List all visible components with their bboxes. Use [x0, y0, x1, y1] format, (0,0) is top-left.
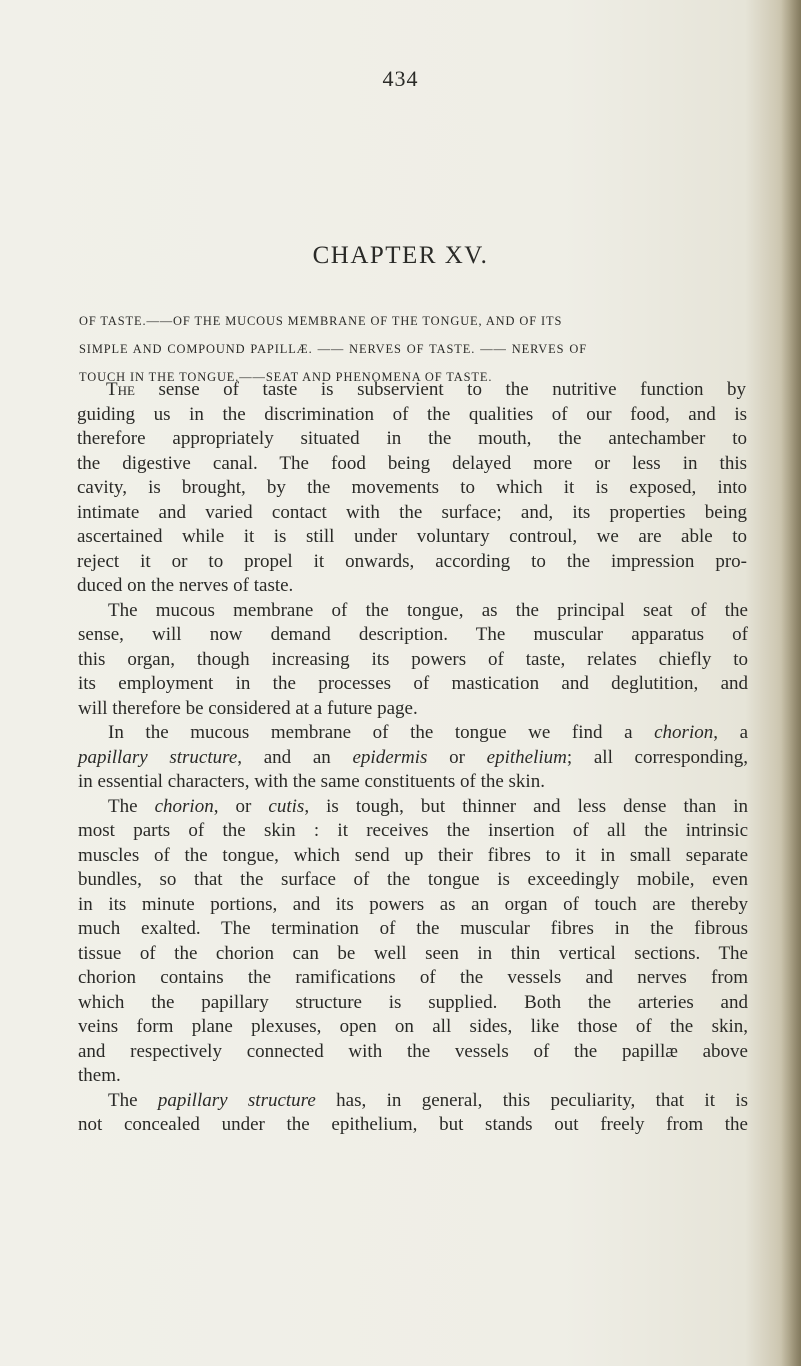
text-line: and respectively connected with the vessels of the papillæ above	[78, 1040, 748, 1062]
text-line: therefore appropriately situated in the mouth, the antechamber to	[77, 428, 747, 449]
text-line: reject it or to propel it onwards, according to the impression pro-	[77, 550, 747, 572]
text-line: in essential characters, with the same constituents of the skin.	[78, 771, 545, 792]
text-line: chorion contains the ramifications of the vessels and nerves from	[78, 967, 748, 988]
page-number: 434	[382, 66, 419, 91]
paragraph	[78, 599, 778, 722]
text-line	[106, 378, 746, 403]
chapter-title: CHAPTER XV.	[312, 242, 489, 269]
text-segment: ; all corresponding,	[566, 746, 748, 768]
text-segment: has, in general, this peculiarity, that it is	[315, 1089, 748, 1111]
body-text	[77, 378, 778, 1138]
term-chorion: chorion	[154, 795, 214, 817]
text-line: tissue of the chorion can be well seen in thin vertical sections. The	[78, 942, 748, 964]
text-line-rest: sense of taste is subservient to the nutritive function by	[158, 379, 747, 400]
term-cutis: cutis	[268, 795, 305, 817]
paragraph	[78, 1089, 778, 1138]
text-segment: , a	[713, 722, 749, 743]
paragraph	[78, 795, 778, 1089]
text-line: most parts of the skin : it receives the insertion of all the intrinsic	[78, 820, 748, 841]
text-line: veins form plane plexuses, open on all sides, like those of the skin,	[78, 1016, 748, 1037]
text-line: much exalted. The termination of the muscular fibres in the fibrous	[78, 918, 748, 939]
text-line: sense, will now demand description. The muscular apparatus of	[78, 624, 748, 645]
term-papillary-structure: papillary structure	[78, 746, 238, 768]
text-line	[78, 746, 748, 771]
text-segment: In the mucous membrane of the tongue we find a	[108, 722, 633, 743]
opening-word: The	[106, 379, 135, 400]
text-line: bundles, so that the surface of the tongue is exceedingly mobile, even	[78, 869, 748, 890]
text-segment: , or	[213, 795, 252, 817]
summary-line: TOUCH IN THE TONGUE.——SEAT AND PHENOMENA OF TASTE.	[79, 370, 493, 384]
text-line: this organ, though increasing its powers of taste, relates chiefly to	[78, 648, 748, 670]
text-line: its employment in the processes of mastication and deglutition, and	[78, 673, 748, 694]
text-segment: The	[108, 795, 138, 817]
paragraph	[77, 378, 778, 599]
text-line: them.	[78, 1065, 121, 1086]
text-segment: , is tough, but thinner and less dense than in	[304, 795, 749, 817]
text-line: will therefore be considered at a future page.	[78, 697, 418, 719]
text-segment: or	[427, 746, 487, 768]
text-line	[108, 1089, 748, 1114]
paragraph	[78, 721, 778, 795]
text-line	[108, 721, 748, 746]
text-line: The mucous membrane of the tongue, as the principal seat of the	[108, 599, 748, 621]
term-epithelium: epithelium	[486, 746, 567, 768]
text-line: not concealed under the epithelium, but stands out freely from the	[78, 1114, 748, 1135]
summary-line: SIMPLE AND COMPOUND PAPILLÆ. —— NERVES OF TASTE. —— NERVES OF	[79, 342, 588, 356]
term-papillary-structure: papillary structure	[157, 1089, 316, 1111]
text-line: duced on the nerves of taste.	[77, 575, 294, 596]
text-segment: , and an	[237, 746, 331, 768]
term-chorion: chorion	[654, 722, 714, 743]
text-segment: The	[108, 1089, 138, 1111]
text-line: intimate and varied contact with the surface; and, its properties being	[77, 501, 747, 523]
text-line: guiding us in the discrimination of the qualities of our food, and is	[77, 403, 747, 425]
text-line: ascertained while it is still under voluntary controul, we are able to	[77, 526, 747, 547]
text-line: in its minute portions, and its powers as an organ of touch are thereby	[78, 893, 748, 915]
text-line: cavity, is brought, by the movements to which it is exposed, into	[77, 477, 747, 498]
text-line: muscles of the tongue, which send up their fibres to it in small separate	[78, 844, 748, 866]
page-edge-shadow	[781, 0, 801, 1366]
summary-line: OF TASTE.——OF THE MUCOUS MEMBRANE OF THE TONGUE, AND OF ITS	[79, 314, 563, 328]
term-epidermis: epidermis	[352, 746, 428, 768]
text-line: the digestive canal. The food being delayed more or less in this	[77, 452, 747, 474]
text-line: which the papillary structure is supplied. Both the arteries and	[78, 991, 748, 1013]
text-line	[108, 795, 748, 820]
